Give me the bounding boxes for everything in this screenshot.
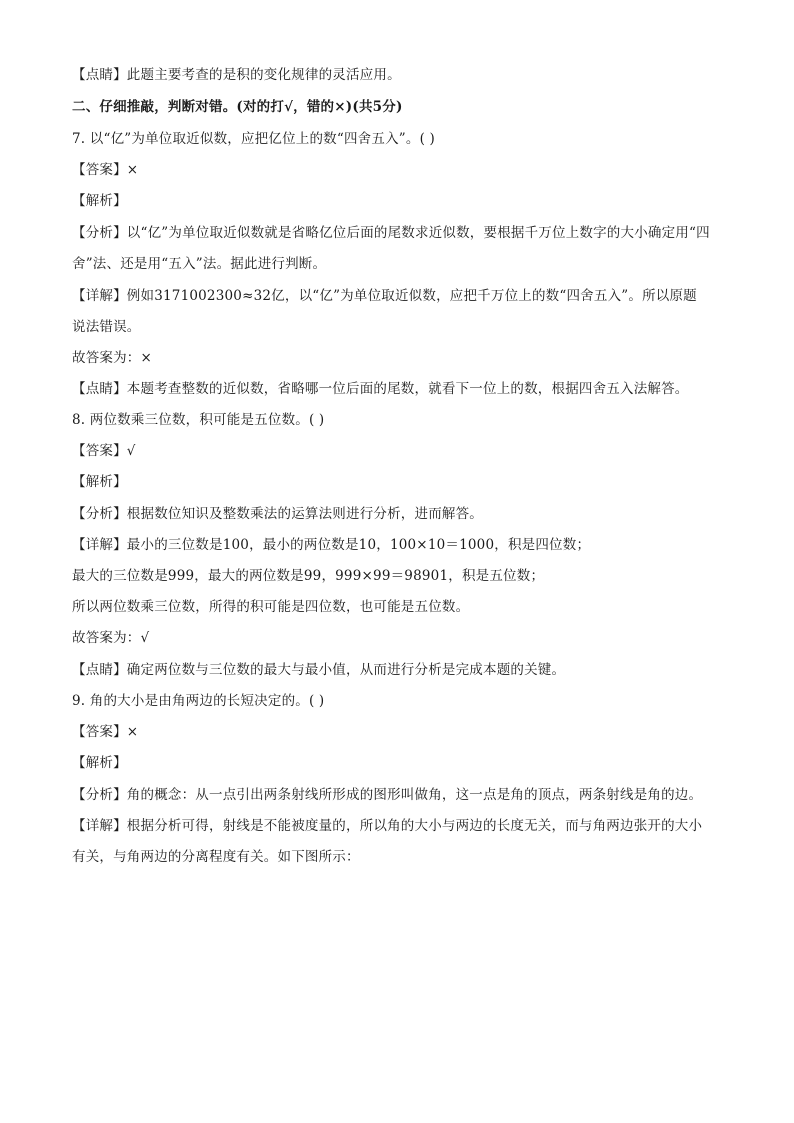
detail-line-q9-2: 有关，与角两边的分离程度有关。如下图所示：	[72, 849, 360, 865]
answer-line-q8: 【答案】√	[72, 443, 136, 459]
answer-line-q9: 【答案】×	[72, 724, 139, 740]
highlight-note-line: 【点睛】此题主要考查的是积的变化规律的灵活应用。	[72, 67, 401, 83]
detail-line-q7-1: 【详解】例如3171002300≈32亿，以“亿”为单位取近似数，应把千万位上的数“四舍五入”。所以原题	[72, 288, 697, 304]
section-heading: 二、仔细推敲，判断对错。(对的打√，错的×)(共5分)	[72, 99, 403, 115]
analysis-heading-q7: 【解析】	[72, 193, 127, 209]
highlight-note-q7: 【点睛】本题考查整数的近似数，省略哪一位后面的尾数，就看下一位上的数，根据四舍五入法解答。	[72, 381, 689, 397]
answer-line-q7: 【答案】×	[72, 162, 139, 178]
analysis-heading-q8: 【解析】	[72, 474, 127, 490]
detail-line-q8-3: 所以两位数乘三位数，所得的积可能是四位数，也可能是五位数。	[72, 599, 470, 615]
analysis-line-q9: 【分析】角的概念：从一点引出两条射线所形成的图形叫做角，这一点是角的顶点，两条射线是角的边。	[72, 787, 703, 803]
analysis-line-q7-1: 【分析】以“亿”为单位取近似数就是省略亿位后面的尾数求近似数，要根据千万位上数字的大小确定用“四	[72, 225, 710, 241]
analysis-heading-q9: 【解析】	[72, 755, 127, 771]
conclusion-q7: 故答案为：×	[72, 350, 153, 366]
analysis-line-q8: 【分析】根据数位知识及整数乘法的运算法则进行分析，进而解答。	[72, 506, 483, 522]
detail-line-q7-2: 说法错误。	[72, 319, 141, 335]
question-9: 9. 角的大小是由角两边的长短决定的。( )	[72, 693, 325, 709]
analysis-line-q7-2: 舍”法、还是用“五入”法。据此进行判断。	[72, 256, 327, 272]
conclusion-q8: 故答案为：√	[72, 630, 150, 646]
highlight-note-q8: 【点睛】确定两位数与三位数的最大与最小值，从而进行分析是完成本题的关键。	[72, 662, 566, 678]
question-7: 7. 以“亿”为单位取近似数，应把亿位上的数“四舍五入”。( )	[72, 131, 436, 147]
detail-line-q8-2: 最大的三位数是999，最大的两位数是99，999×99＝98901，积是五位数；	[72, 568, 545, 584]
question-8: 8. 两位数乘三位数，积可能是五位数。( )	[72, 412, 325, 428]
detail-line-q9-1: 【详解】根据分析可得，射线是不能被度量的，所以角的大小与两边的长度无关，而与角两边张开的大小	[72, 818, 703, 834]
detail-line-q8-1: 【详解】最小的三位数是100，最小的两位数是10，100×10＝1000，积是四位数；	[72, 537, 591, 553]
